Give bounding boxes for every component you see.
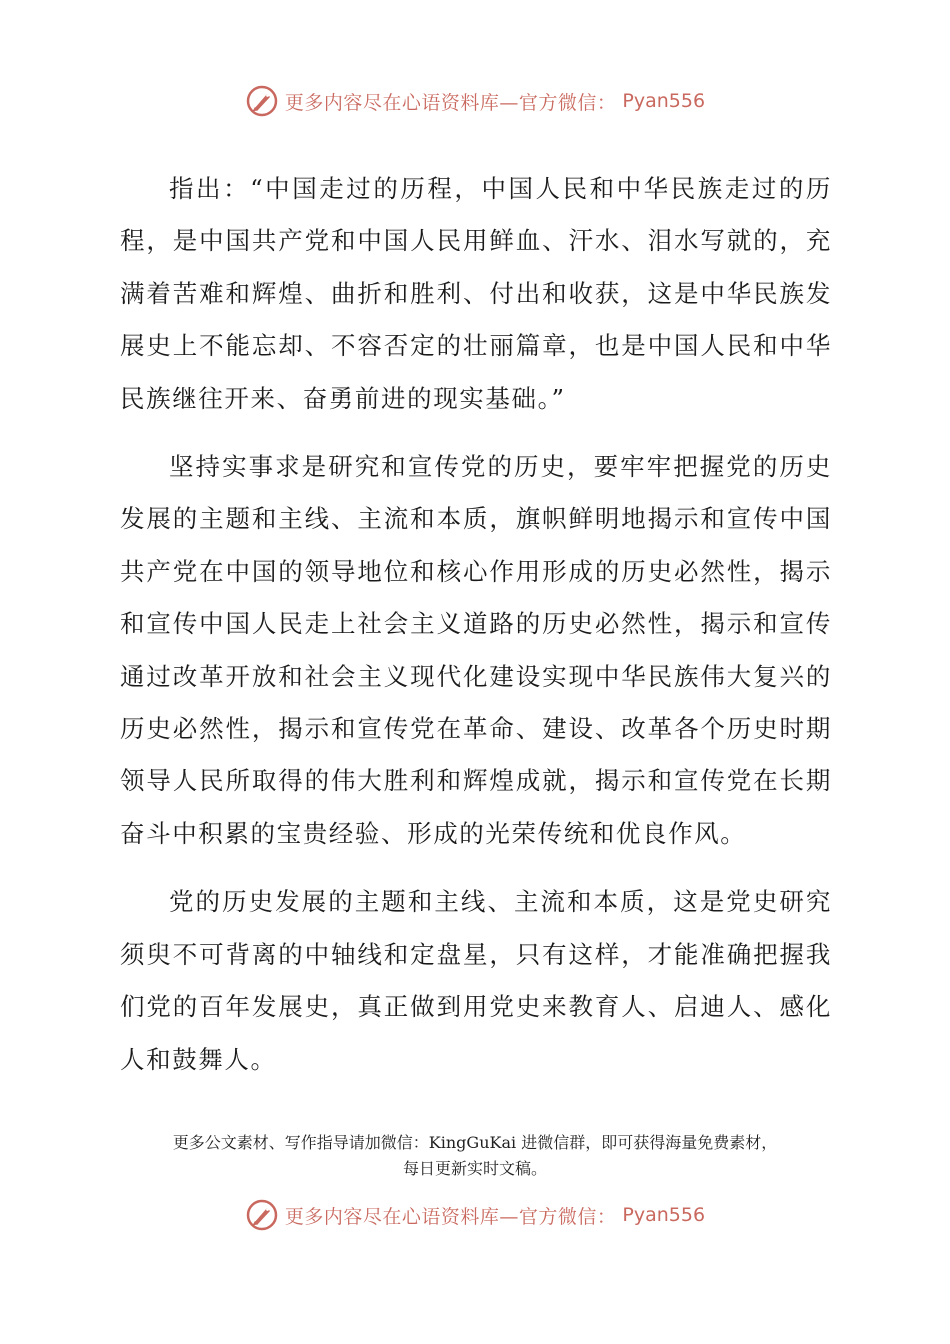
paragraph-1: 指出：“中国走过的历程，中国人民和中华民族走过的历程，是中国共产党和中国人民用鲜血、汗水、泪水写就的，充满着苦难和辉煌、曲折和胜利、付出和收获，这是中华民族发展史上不能忘却、不容否定的壮丽篇章，也是中国人民和中华民族继往开来、奋勇前进的现实基础。”	[120, 174, 832, 413]
pen-logo-icon	[245, 1198, 279, 1232]
watermark-wechat-id: Pyan556	[622, 1204, 706, 1226]
footer-watermark	[0, 1198, 950, 1232]
watermark-text: 更多内容尽在心语资料库—官方微信：	[284, 91, 617, 114]
watermark-text: 更多内容尽在心语资料库—官方微信：	[284, 1205, 617, 1228]
footer-note	[0, 1130, 950, 1182]
document-body	[120, 163, 832, 1102]
footer-note-line-2: 每日更新实时文稿。	[402, 1159, 547, 1178]
header-watermark	[0, 84, 950, 118]
paragraph-2: 坚持实事求是研究和宣传党的历史，要牢牢把握党的历史发展的主题和主线、主流和本质，旗帜鲜明地揭示和宣传中国共产党在中国的领导地位和核心作用形成的历史必然性，揭示和宣传中国人民走上社会主义道路的历史必然性，揭示和宣传通过改革开放和社会主义现代化建设实现中华民族伟大复兴的历史必然性，揭示和宣传党在革命、建设、改革各个历史时期领导人民所取得的伟大胜利和辉煌成就，揭示和宣传党在长期奋斗中积累的宝贵经验、形成的光荣传统和优良作风。	[120, 452, 832, 848]
paragraph-3: 党的历史发展的主题和主线、主流和本质，这是党史研究须臾不可背离的中轴线和定盘星，只有这样，才能准确把握我们党的百年发展史，真正做到用党史来教育人、启迪人、感化人和鼓舞人。	[120, 887, 832, 1074]
watermark-wechat-id: Pyan556	[622, 90, 706, 112]
pen-logo-icon	[245, 84, 279, 118]
footer-note-line-1: 更多公文素材、写作指导请加微信：KingGuKai 进微信群，即可获得海量免费素材，	[172, 1133, 778, 1152]
